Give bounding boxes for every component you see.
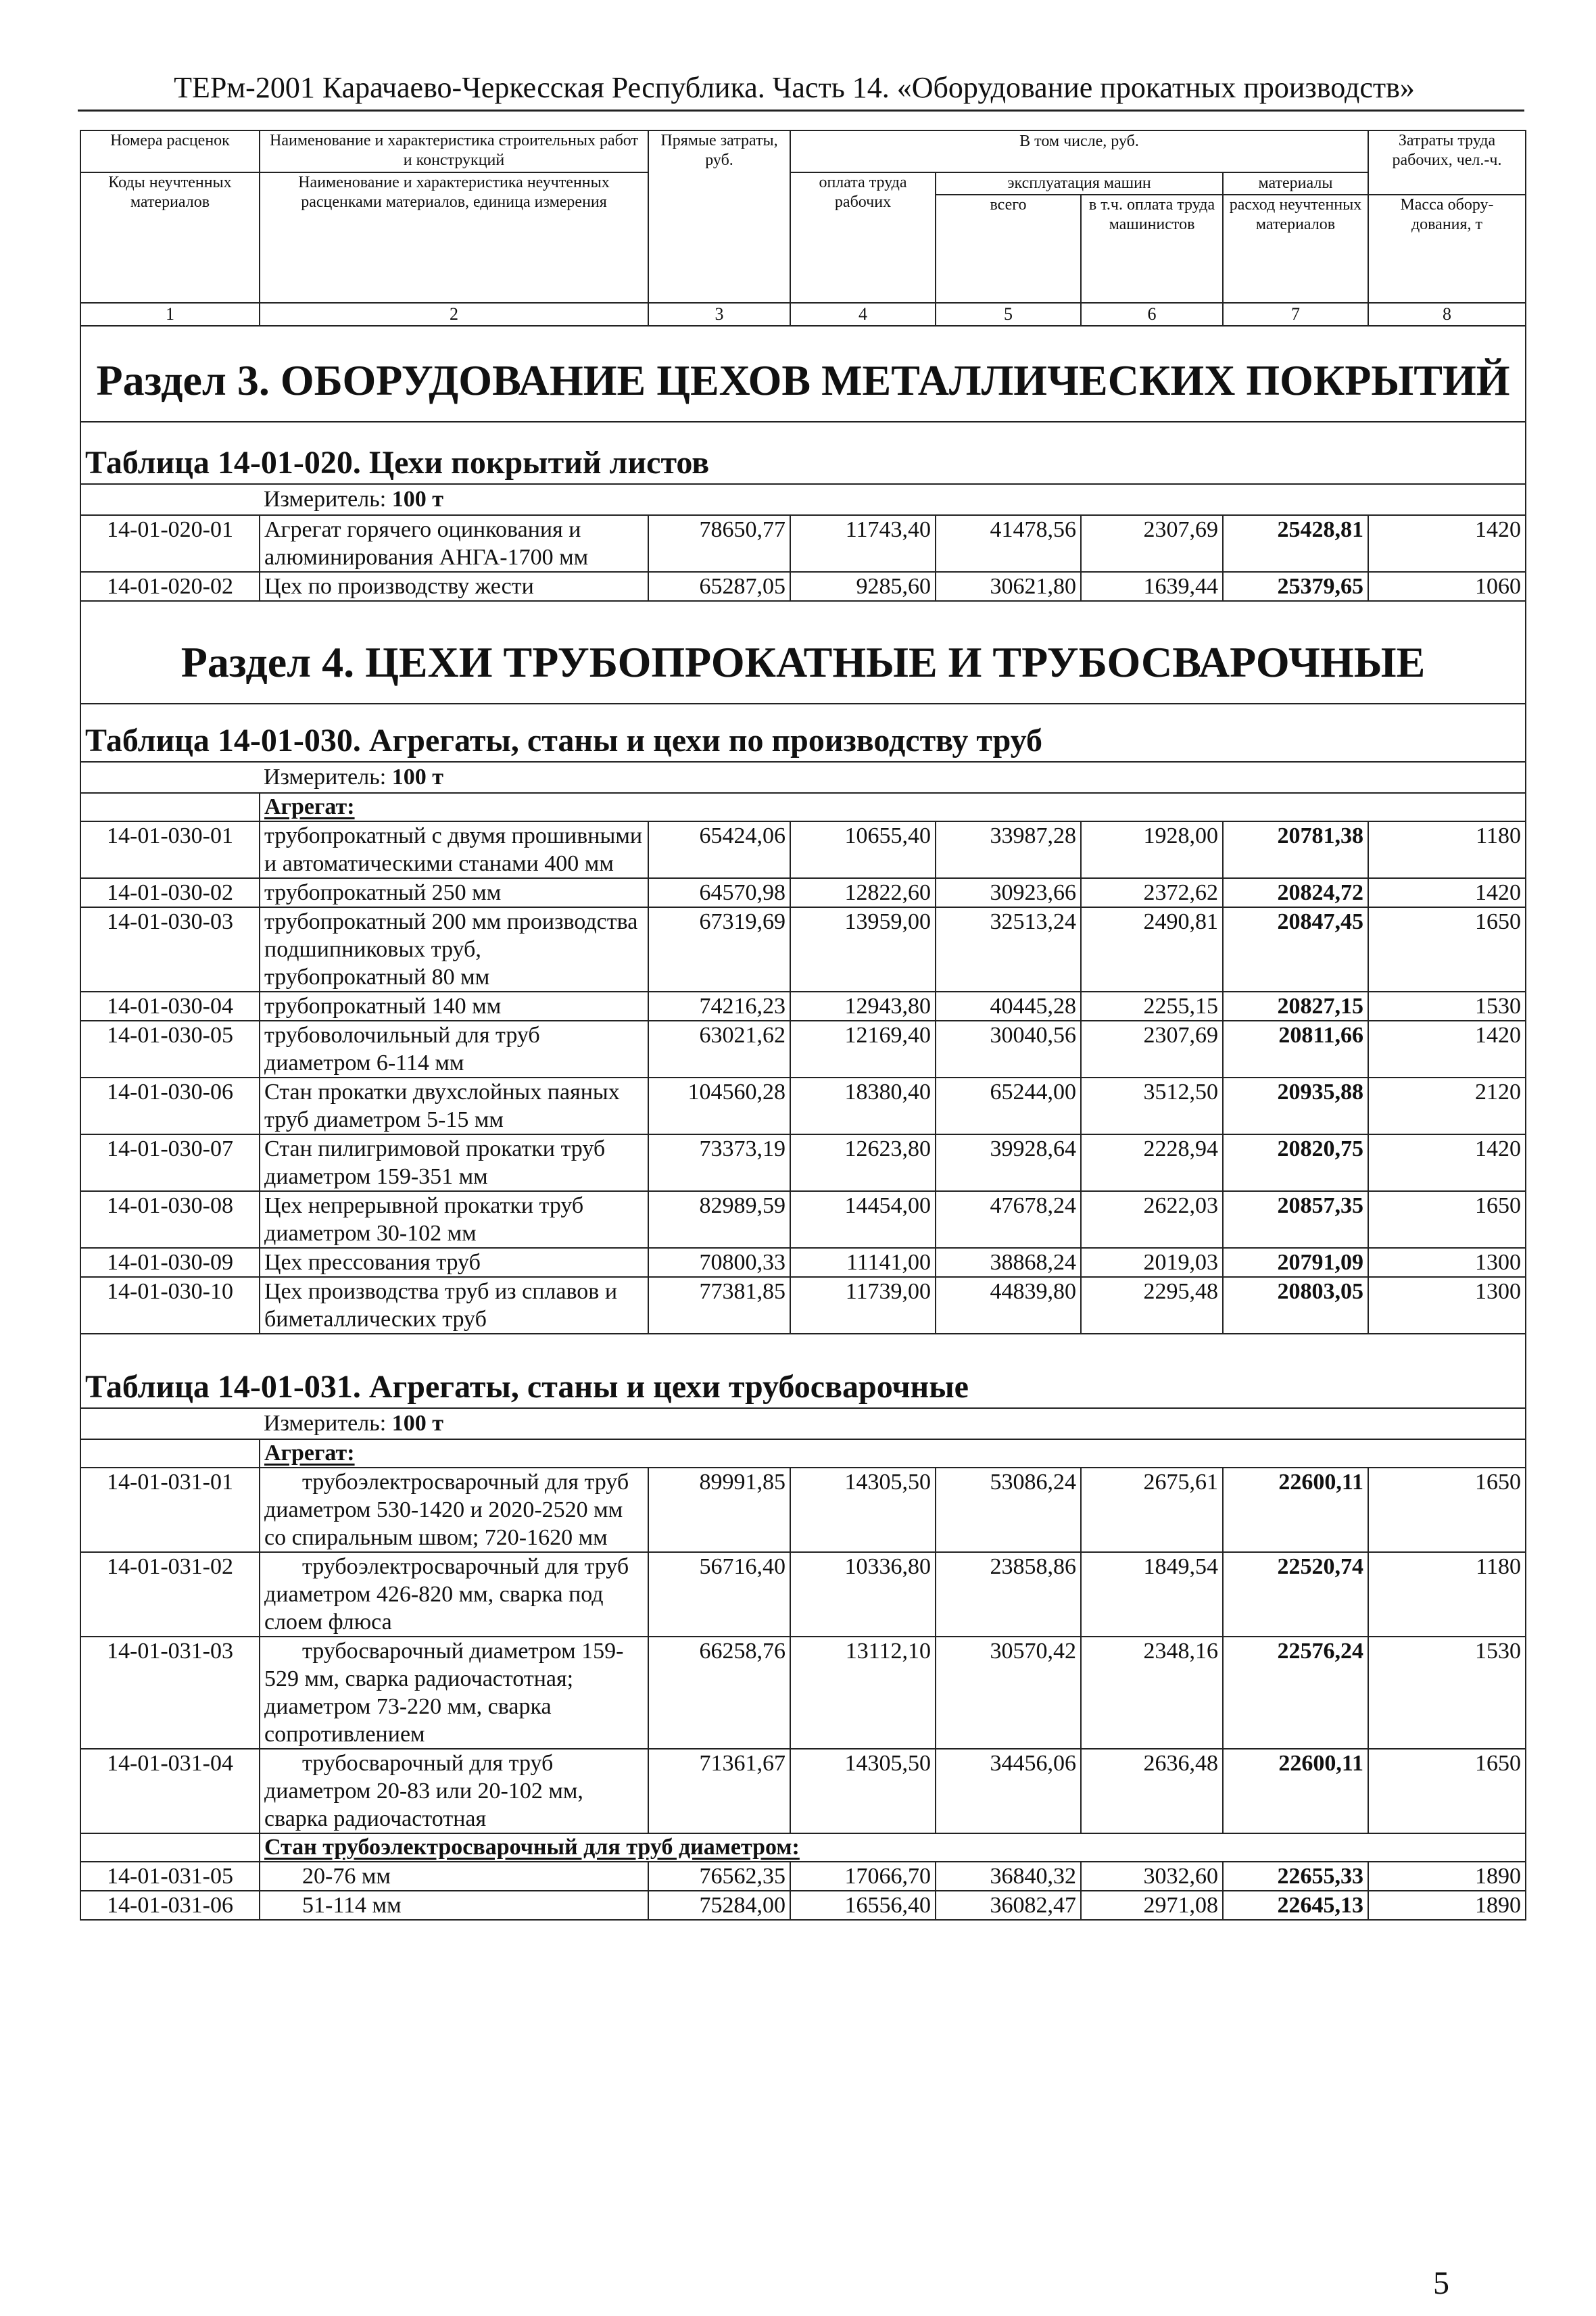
- group-code-cell: [80, 793, 260, 821]
- machines-total-value: 39928,64: [936, 1134, 1081, 1191]
- labor-or-mass-value: 1300: [1368, 1277, 1526, 1334]
- worker-pay-value: 17066,70: [790, 1862, 936, 1891]
- group-label: Стан трубоэлектросварочный для труб диаметром:: [260, 1833, 1526, 1862]
- group-label: Агрегат:: [260, 1439, 1526, 1468]
- worker-pay-value: 11743,40: [790, 515, 936, 572]
- table-row: [80, 1191, 1526, 1248]
- materials-value: 22600,11: [1223, 1468, 1368, 1552]
- work-description: трубопрокатный 200 мм производства подшипниковых труб, трубопрокатный 80 мм: [260, 907, 648, 992]
- machines-total-value: 30923,66: [936, 878, 1081, 907]
- worker-pay-value: 13959,00: [790, 907, 936, 992]
- machines-total-value: 36082,47: [936, 1891, 1081, 1920]
- worker-pay-value: 12943,80: [790, 992, 936, 1021]
- materials-value: 22576,24: [1223, 1637, 1368, 1749]
- table-row: [80, 1749, 1526, 1833]
- table-header: [80, 130, 1526, 326]
- table-14-01-031-group2: [80, 1833, 1526, 1862]
- materials-value: 20824,72: [1223, 878, 1368, 907]
- rate-code: 14-01-031-05: [80, 1862, 260, 1891]
- rate-code: 14-01-020-02: [80, 572, 260, 601]
- materials-value: 20847,45: [1223, 907, 1368, 992]
- direct-costs-value: 74216,23: [648, 992, 790, 1021]
- header-col1-bottom: Коды неучтенных материалов: [80, 172, 260, 303]
- work-description: Стан прокатки двухслойных паяных труб диаметром 5-15 мм: [260, 1078, 648, 1134]
- machinist-pay-value: 2675,61: [1081, 1468, 1223, 1552]
- machinist-pay-value: 2307,69: [1081, 1021, 1223, 1078]
- group-label: Агрегат:: [260, 793, 1526, 821]
- machinist-pay-value: 3512,50: [1081, 1078, 1223, 1134]
- worker-pay-value: 14305,50: [790, 1749, 936, 1833]
- machines-total-value: 30570,42: [936, 1637, 1081, 1749]
- labor-or-mass-value: 1180: [1368, 821, 1526, 878]
- table-14-01-031: [80, 1334, 1526, 1468]
- direct-costs-value: 76562,35: [648, 1862, 790, 1891]
- work-description: Цех по производству жести: [260, 572, 648, 601]
- col-number-8: 8: [1368, 303, 1526, 326]
- work-description: трубоэлектросварочный для труб диаметром 426-820 мм, сварка под слоем флюса: [260, 1552, 648, 1637]
- col-number-3: 3: [648, 303, 790, 326]
- machinist-pay-value: 2636,48: [1081, 1749, 1223, 1833]
- header-materials: материалы: [1223, 172, 1368, 195]
- table-row: [80, 515, 1526, 572]
- machinist-pay-value: 2295,48: [1081, 1277, 1223, 1334]
- rate-code: 14-01-030-07: [80, 1134, 260, 1191]
- machinist-pay-value: 2490,81: [1081, 907, 1223, 992]
- rate-code: 14-01-020-01: [80, 515, 260, 572]
- direct-costs-value: 56716,40: [648, 1552, 790, 1637]
- labor-or-mass-value: 1530: [1368, 1637, 1526, 1749]
- table-row: [80, 572, 1526, 601]
- col-number-6: 6: [1081, 303, 1223, 326]
- table-row: [80, 1891, 1526, 1920]
- rate-code: 14-01-030-02: [80, 878, 260, 907]
- worker-pay-value: 11739,00: [790, 1277, 936, 1334]
- direct-costs-value: 75284,00: [648, 1891, 790, 1920]
- rate-code: 14-01-030-06: [80, 1078, 260, 1134]
- unit-value: 100 т: [391, 487, 443, 512]
- direct-costs-value: 71361,67: [648, 1749, 790, 1833]
- table-row: [80, 907, 1526, 992]
- group-code-cell: [80, 1439, 260, 1468]
- table-row: [80, 1277, 1526, 1334]
- direct-costs-value: 66258,76: [648, 1637, 790, 1749]
- direct-costs-value: 89991,85: [648, 1468, 790, 1552]
- worker-pay-value: 14305,50: [790, 1468, 936, 1552]
- col-number-1: 1: [80, 303, 260, 326]
- section-4: [80, 601, 1526, 821]
- worker-pay-value: 12822,60: [790, 878, 936, 907]
- labor-or-mass-value: 1060: [1368, 572, 1526, 601]
- labor-or-mass-value: 1650: [1368, 907, 1526, 992]
- labor-or-mass-value: 1420: [1368, 515, 1526, 572]
- labor-or-mass-value: 1530: [1368, 992, 1526, 1021]
- materials-value: 20781,38: [1223, 821, 1368, 878]
- machines-total-value: 36840,32: [936, 1862, 1081, 1891]
- table-row: [80, 1021, 1526, 1078]
- work-description: трубосварочный для труб диаметром 20-83 или 20-102 мм, сварка радиочастотная: [260, 1749, 648, 1833]
- worker-pay-value: 11141,00: [790, 1248, 936, 1277]
- work-description: Цех производства труб из сплавов и биметаллических труб: [260, 1277, 648, 1334]
- rate-code: 14-01-031-06: [80, 1891, 260, 1920]
- header-unaccounted-materials: расход неучтенных материалов: [1223, 195, 1368, 303]
- table-row: [80, 1862, 1526, 1891]
- materials-value: 20857,35: [1223, 1191, 1368, 1248]
- col-number-5: 5: [936, 303, 1081, 326]
- work-description: трубопрокатный 250 мм: [260, 878, 648, 907]
- materials-value: 25428,81: [1223, 515, 1368, 572]
- work-description: Цех непрерывной прокатки труб диаметром 30-102 мм: [260, 1191, 648, 1248]
- worker-pay-value: 12169,40: [790, 1021, 936, 1078]
- labor-or-mass-value: 2120: [1368, 1078, 1526, 1134]
- section-title: Раздел 4. ЦЕХИ ТРУБОПРОКАТНЫЕ И ТРУБОСВАРОЧНЫЕ: [80, 601, 1526, 704]
- table-row: [80, 992, 1526, 1021]
- unit-label: Измеритель:: [264, 487, 387, 512]
- table-14-01-030-rows: [80, 821, 1526, 1334]
- price-table: [80, 130, 1526, 1921]
- materials-value: 20803,05: [1223, 1277, 1368, 1334]
- rate-code: 14-01-030-09: [80, 1248, 260, 1277]
- materials-value: 20827,15: [1223, 992, 1368, 1021]
- direct-costs-value: 63021,62: [648, 1021, 790, 1078]
- work-description: 20-76 мм: [260, 1862, 648, 1891]
- work-description: трубопрокатный с двумя прошивными и автоматическими станами 400 мм: [260, 821, 648, 878]
- rate-code: 14-01-030-10: [80, 1277, 260, 1334]
- unit-line: [80, 762, 1526, 793]
- unit-value: 100 т: [391, 765, 443, 790]
- machines-total-value: 33987,28: [936, 821, 1081, 878]
- worker-pay-value: 10336,80: [790, 1552, 936, 1637]
- machines-total-value: 34456,06: [936, 1749, 1081, 1833]
- machines-total-value: 65244,00: [936, 1078, 1081, 1134]
- labor-or-mass-value: 1300: [1368, 1248, 1526, 1277]
- rate-code: 14-01-030-04: [80, 992, 260, 1021]
- header-machines-total: всего: [936, 195, 1081, 303]
- header-col2-bottom: Наименование и характеристика неучтенных расценками материалов, единица измерения: [260, 172, 648, 303]
- table-title: Таблица 14-01-031. Агрегаты, станы и цехи трубосварочные: [80, 1334, 1526, 1408]
- header-col2-top: Наименование и характеристика строительных работ и конструкций: [260, 130, 648, 172]
- machinist-pay-value: 2255,15: [1081, 992, 1223, 1021]
- header-equipment-mass: Масса обору-дования, т: [1368, 195, 1526, 303]
- direct-costs-value: 78650,77: [648, 515, 790, 572]
- rate-code: 14-01-031-03: [80, 1637, 260, 1749]
- col-number-7: 7: [1223, 303, 1368, 326]
- unit-label: Измеритель:: [264, 765, 387, 790]
- rate-code: 14-01-031-04: [80, 1749, 260, 1833]
- materials-value: 22655,33: [1223, 1862, 1368, 1891]
- worker-pay-value: 9285,60: [790, 572, 936, 601]
- direct-costs-value: 82989,59: [648, 1191, 790, 1248]
- work-description: Агрегат горячего оцинкования и алюминирования АНГА-1700 мм: [260, 515, 648, 572]
- col-number-4: 4: [790, 303, 936, 326]
- direct-costs-value: 65424,06: [648, 821, 790, 878]
- direct-costs-value: 65287,05: [648, 572, 790, 601]
- materials-value: 20820,75: [1223, 1134, 1368, 1191]
- machinist-pay-value: 1639,44: [1081, 572, 1223, 601]
- header-including-group: В том числе, руб.: [790, 130, 1368, 172]
- table-title: Таблица 14-01-030. Агрегаты, станы и цехи по производству труб: [80, 704, 1526, 762]
- direct-costs-value: 104560,28: [648, 1078, 790, 1134]
- machines-total-value: 44839,80: [936, 1277, 1081, 1334]
- machines-total-value: 40445,28: [936, 992, 1081, 1021]
- worker-pay-value: 12623,80: [790, 1134, 936, 1191]
- header-col1-top: Номера расценок: [80, 130, 260, 172]
- labor-or-mass-value: 1420: [1368, 1134, 1526, 1191]
- rate-code: 14-01-030-08: [80, 1191, 260, 1248]
- machines-total-value: 41478,56: [936, 515, 1081, 572]
- machines-total-value: 30040,56: [936, 1021, 1081, 1078]
- group-code-cell: [80, 1833, 260, 1862]
- work-description: трубопрокатный 140 мм: [260, 992, 648, 1021]
- labor-or-mass-value: 1420: [1368, 1021, 1526, 1078]
- worker-pay-value: 18380,40: [790, 1078, 936, 1134]
- materials-value: 20811,66: [1223, 1021, 1368, 1078]
- running-header: ТЕРм-2001 Карачаево-Черкесская Республика. Часть 14. «Оборудование прокатных производств»: [174, 71, 1415, 104]
- machinist-pay-value: 2372,62: [1081, 878, 1223, 907]
- page-number: 5: [1433, 2265, 1449, 2301]
- labor-or-mass-value: 1890: [1368, 1891, 1526, 1920]
- table-row: [80, 1134, 1526, 1191]
- table-row: [80, 1078, 1526, 1134]
- direct-costs-value: 70800,33: [648, 1248, 790, 1277]
- labor-or-mass-value: 1890: [1368, 1862, 1526, 1891]
- materials-value: 25379,65: [1223, 572, 1368, 601]
- machinist-pay-value: 2348,16: [1081, 1637, 1223, 1749]
- machines-total-value: 47678,24: [936, 1191, 1081, 1248]
- worker-pay-value: 13112,10: [790, 1637, 936, 1749]
- materials-value: 22645,13: [1223, 1891, 1368, 1920]
- section-3: [80, 326, 1526, 515]
- unit-line: [80, 484, 1526, 515]
- price-table-sheet: [80, 130, 1525, 1921]
- header-machinist-pay: в т.ч. оплата труда машинистов: [1081, 195, 1223, 303]
- machines-total-value: 23858,86: [936, 1552, 1081, 1637]
- materials-value: 20791,09: [1223, 1248, 1368, 1277]
- machinist-pay-value: 2307,69: [1081, 515, 1223, 572]
- machinist-pay-value: 3032,60: [1081, 1862, 1223, 1891]
- section-title: Раздел 3. ОБОРУДОВАНИЕ ЦЕХОВ МЕТАЛЛИЧЕСКИХ ПОКРЫТИЙ: [80, 326, 1526, 422]
- labor-or-mass-value: 1650: [1368, 1749, 1526, 1833]
- work-description: 51-114 мм: [260, 1891, 648, 1920]
- rate-code: 14-01-030-03: [80, 907, 260, 992]
- rate-code: 14-01-030-05: [80, 1021, 260, 1078]
- table-14-01-031-rows-2: [80, 1862, 1526, 1920]
- machinist-pay-value: 2971,08: [1081, 1891, 1223, 1920]
- header-direct-costs: Прямые затраты, руб.: [648, 130, 790, 303]
- machines-total-value: 38868,24: [936, 1248, 1081, 1277]
- unit-value: 100 т: [391, 1411, 443, 1436]
- table-row: [80, 878, 1526, 907]
- rate-code: 14-01-030-01: [80, 821, 260, 878]
- table-row: [80, 821, 1526, 878]
- machines-total-value: 32513,24: [936, 907, 1081, 992]
- table-row: [80, 1552, 1526, 1637]
- labor-or-mass-value: 1650: [1368, 1191, 1526, 1248]
- header-rule: [78, 110, 1524, 112]
- work-description: трубоэлектросварочный для труб диаметром 530-1420 и 2020-2520 мм со спиральным швом; 720-1620 мм: [260, 1468, 648, 1552]
- rate-code: 14-01-031-02: [80, 1552, 260, 1637]
- work-description: Цех прессования труб: [260, 1248, 648, 1277]
- work-description: Стан пилигримовой прокатки труб диаметром 159-351 мм: [260, 1134, 648, 1191]
- table-14-01-031-rows: [80, 1468, 1526, 1833]
- labor-or-mass-value: 1420: [1368, 878, 1526, 907]
- header-worker-pay: оплата труда рабочих: [790, 172, 936, 303]
- rate-code: 14-01-031-01: [80, 1468, 260, 1552]
- table-row: [80, 1468, 1526, 1552]
- unit-line: [80, 1408, 1526, 1439]
- labor-or-mass-value: 1650: [1368, 1468, 1526, 1552]
- machines-total-value: 53086,24: [936, 1468, 1081, 1552]
- header-machines: эксплуатация машин: [936, 172, 1223, 195]
- work-description: трубоволочильный для труб диаметром 6-114 мм: [260, 1021, 648, 1078]
- work-description: трубосварочный диаметром 159-529 мм, сварка радиочастотная; диаметром 73-220 мм, сварка сопротивлением: [260, 1637, 648, 1749]
- machines-total-value: 30621,80: [936, 572, 1081, 601]
- machinist-pay-value: 2228,94: [1081, 1134, 1223, 1191]
- materials-value: 22600,11: [1223, 1749, 1368, 1833]
- machinist-pay-value: 1849,54: [1081, 1552, 1223, 1637]
- col-number-2: 2: [260, 303, 648, 326]
- machinist-pay-value: 2622,03: [1081, 1191, 1223, 1248]
- worker-pay-value: 10655,40: [790, 821, 936, 878]
- section-3-rows: [80, 515, 1526, 601]
- machinist-pay-value: 2019,03: [1081, 1248, 1223, 1277]
- table-title: Таблица 14-01-020. Цехи покрытий листов: [80, 422, 1526, 484]
- table-row: [80, 1637, 1526, 1749]
- unit-label: Измеритель:: [264, 1411, 387, 1436]
- labor-or-mass-value: 1180: [1368, 1552, 1526, 1637]
- worker-pay-value: 14454,00: [790, 1191, 936, 1248]
- header-labor-costs: Затраты труда рабочих, чел.-ч.: [1368, 130, 1526, 195]
- worker-pay-value: 16556,40: [790, 1891, 936, 1920]
- materials-value: 20935,88: [1223, 1078, 1368, 1134]
- direct-costs-value: 73373,19: [648, 1134, 790, 1191]
- direct-costs-value: 77381,85: [648, 1277, 790, 1334]
- direct-costs-value: 64570,98: [648, 878, 790, 907]
- materials-value: 22520,74: [1223, 1552, 1368, 1637]
- table-row: [80, 1248, 1526, 1277]
- direct-costs-value: 67319,69: [648, 907, 790, 992]
- machinist-pay-value: 1928,00: [1081, 821, 1223, 878]
